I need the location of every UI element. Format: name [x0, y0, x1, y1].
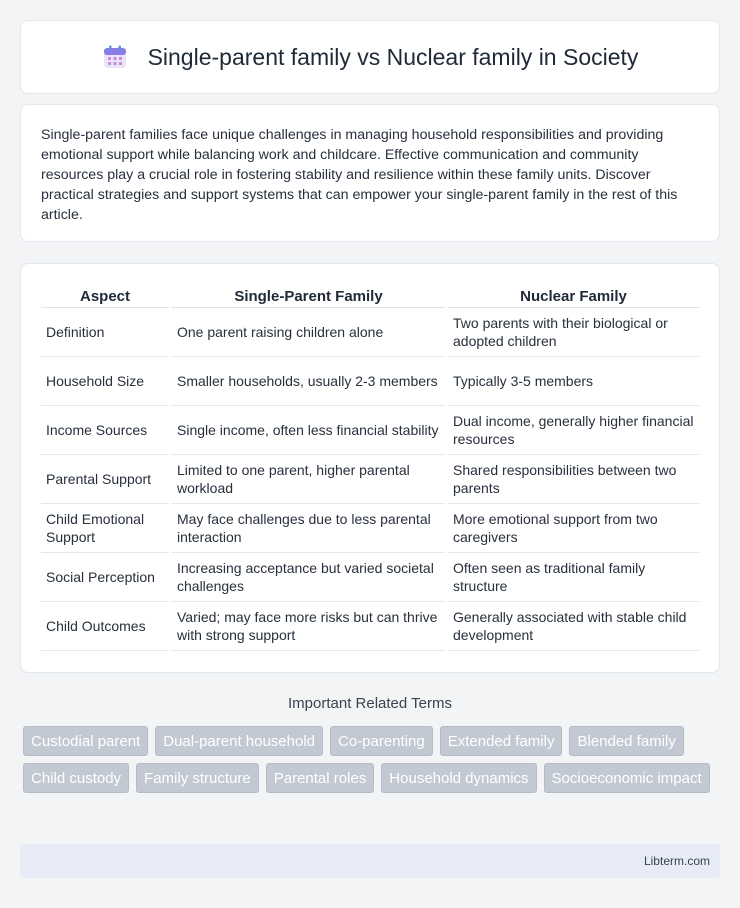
tag-child-custody[interactable]: Child custody	[23, 763, 129, 793]
tag-blended-family[interactable]: Blended family	[569, 726, 683, 756]
table-row	[41, 553, 699, 602]
cell-single-parent: Limited to one parent, higher parental workload	[172, 455, 445, 504]
table-row	[41, 308, 699, 357]
header-aspect: Aspect	[41, 282, 169, 308]
title-card	[20, 20, 720, 94]
cell-nuclear: Two parents with their biological or adopted children	[448, 308, 699, 357]
tag-family-structure[interactable]: Family structure	[136, 763, 259, 793]
tag-co-parenting[interactable]: Co-parenting	[330, 726, 433, 756]
cell-single-parent: May face challenges due to less parental interaction	[172, 504, 445, 553]
table-row	[41, 504, 699, 553]
cell-nuclear: More emotional support from two caregivers	[448, 504, 699, 553]
footer-brand[interactable]: Libterm.com	[643, 854, 710, 868]
page-title-wrap	[102, 44, 639, 71]
table-row	[41, 406, 699, 455]
cell-aspect: Child Outcomes	[41, 602, 169, 651]
cell-nuclear: Shared responsibilities between two parents	[448, 455, 699, 504]
cell-aspect: Income Sources	[41, 406, 169, 455]
cell-nuclear: Generally associated with stable child development	[448, 602, 699, 651]
cell-single-parent: Increasing acceptance but varied societal challenges	[172, 553, 445, 602]
cell-nuclear: Typically 3-5 members	[448, 357, 699, 406]
cell-nuclear: Often seen as traditional family structure	[448, 553, 699, 602]
cell-single-parent: Single income, often less financial stability	[172, 406, 445, 455]
tag-parental-roles[interactable]: Parental roles	[266, 763, 375, 793]
calendar-icon	[102, 44, 128, 70]
related-terms-list	[23, 726, 723, 793]
page-title: Single-parent family vs Nuclear family in Society	[147, 43, 639, 70]
header-single-parent: Single-Parent Family	[172, 282, 445, 308]
intro-card	[20, 104, 720, 242]
header-nuclear: Nuclear Family	[448, 282, 699, 308]
tag-custodial-parent[interactable]: Custodial parent	[23, 726, 148, 756]
cell-nuclear: Dual income, generally higher financial resources	[448, 406, 699, 455]
tag-dual-parent-household[interactable]: Dual-parent household	[155, 726, 323, 756]
tag-extended-family[interactable]: Extended family	[440, 726, 563, 756]
footer	[20, 844, 720, 878]
cell-aspect: Parental Support	[41, 455, 169, 504]
cell-single-parent: Smaller households, usually 2-3 members	[172, 357, 445, 406]
table-row	[41, 602, 699, 651]
table-row	[41, 357, 699, 406]
tag-household-dynamics[interactable]: Household dynamics	[381, 763, 536, 793]
cell-aspect: Definition	[41, 308, 169, 357]
cell-aspect: Child Emotional Support	[41, 504, 169, 553]
cell-aspect: Social Perception	[41, 553, 169, 602]
comparison-card	[20, 263, 720, 673]
comparison-table	[38, 282, 702, 651]
cell-single-parent: One parent raising children alone	[172, 308, 445, 357]
table-header-row	[41, 282, 699, 308]
tag-socioeconomic-impact[interactable]: Socioeconomic impact	[544, 763, 710, 793]
cell-single-parent: Varied; may face more risks but can thrive with strong support	[172, 602, 445, 651]
table-row	[41, 455, 699, 504]
intro-text: Single-parent families face unique challenges in managing household responsibilities and providing emotional support while balancing work and childcare. Effective communication and community resources play a crucial role in fostering stability and resilience within these family units. Discover practical strategies and support systems that can empower your single-parent family in the rest of this article.	[41, 127, 678, 223]
cell-aspect: Household Size	[41, 357, 169, 406]
related-terms-title: Important Related Terms	[288, 695, 452, 712]
